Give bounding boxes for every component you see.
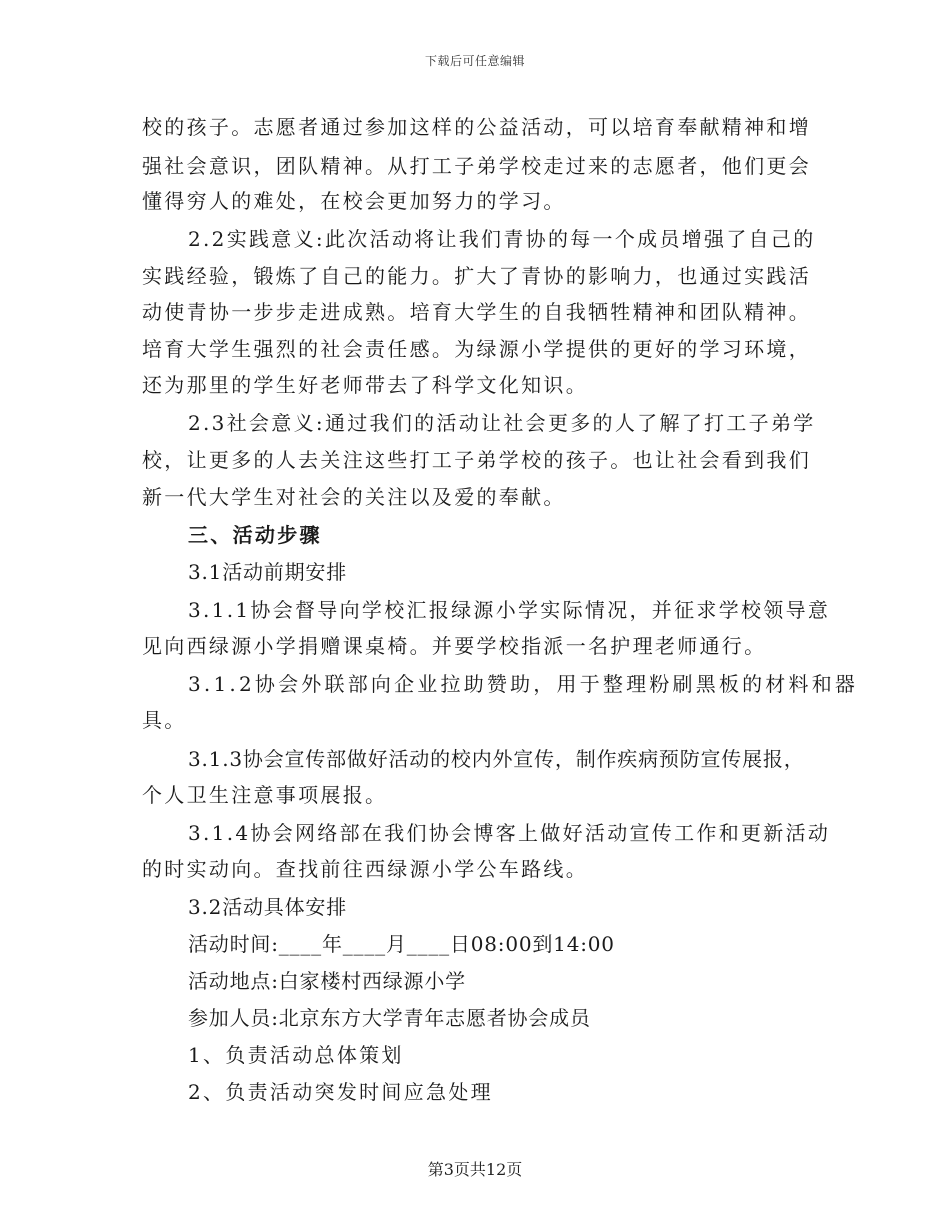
- body-line: 校的孩子。志愿者通过参加这样的公益活动，可以培育奉献精神和增: [142, 115, 811, 139]
- section-heading: 三、活动步骤: [188, 523, 322, 547]
- body-line: 个人卫生注意事项展报。: [142, 783, 388, 807]
- body-line: 强社会意识，团队精神。从打工子弟学校走过来的志愿者，他们更会: [142, 154, 811, 178]
- list-item: 2、负责活动突发时间应急处理: [188, 1080, 493, 1104]
- body-line: 培育大学生强烈的社会责任感。为绿源小学提供的更好的学习环境，: [142, 337, 811, 361]
- body-line: 3.1.2协会外联部向企业拉助赞助，用于整理粉刷黑板的材料和器: [188, 672, 859, 696]
- body-line: 2.3社会意义:通过我们的活动让社会更多的人了解了打工子弟学: [188, 411, 816, 435]
- body-line: 3.1.1协会督导向学校汇报绿源小学实际情况，并征求学校领导意: [188, 598, 831, 622]
- body-line: 的时实动向。查找前往西绿源小学公车路线。: [142, 857, 588, 881]
- body-line: 懂得穷人的难处，在校会更加努力的学习。: [142, 189, 566, 213]
- subsection-heading: 3.1活动前期安排: [188, 560, 348, 584]
- body-line: 新一代大学生对社会的关注以及爱的奉献。: [142, 485, 566, 509]
- page-header: 下载后可任意编辑: [424, 54, 525, 68]
- activity-time: 活动时间:____年____月____日08:00到14:00: [188, 932, 615, 956]
- list-item: 1、负责活动总体策划: [188, 1043, 404, 1067]
- activity-participants: 参加人员:北京东方大学青年志愿者协会成员: [188, 1006, 591, 1030]
- body-line: 3.1.4协会网络部在我们协会博客上做好活动宣传工作和更新活动: [188, 821, 831, 845]
- body-line: 校，让更多的人去关注这些打工子弟学校的孩子。也让社会看到我们: [142, 448, 811, 472]
- body-line: 实践经验，锻炼了自己的能力。扩大了青协的影响力，也通过实践活: [142, 264, 811, 288]
- body-line: 3.1.3协会宣传部做好活动的校内外宣传，制作疾病预防宣传展报，: [188, 747, 805, 771]
- body-line: 具。: [142, 708, 187, 732]
- subsection-heading: 3.2活动具体安排: [188, 895, 348, 919]
- page-number: 第3页共12页: [427, 1160, 523, 1179]
- body-line: 见向西绿源小学捐赠课桌椅。并要学校指派一名护理老师通行。: [142, 634, 767, 658]
- body-line: 2.2实践意义:此次活动将让我们青协的每一个成员增强了自己的: [188, 227, 816, 251]
- activity-location: 活动地点:白家楼村西绿源小学: [188, 969, 466, 993]
- body-line: 动使青协一步步走进成熟。培育大学生的自我牺牲精神和团队精神。: [142, 300, 811, 324]
- body-line: 还为那里的学生好老师带去了科学文化知识。: [142, 373, 588, 397]
